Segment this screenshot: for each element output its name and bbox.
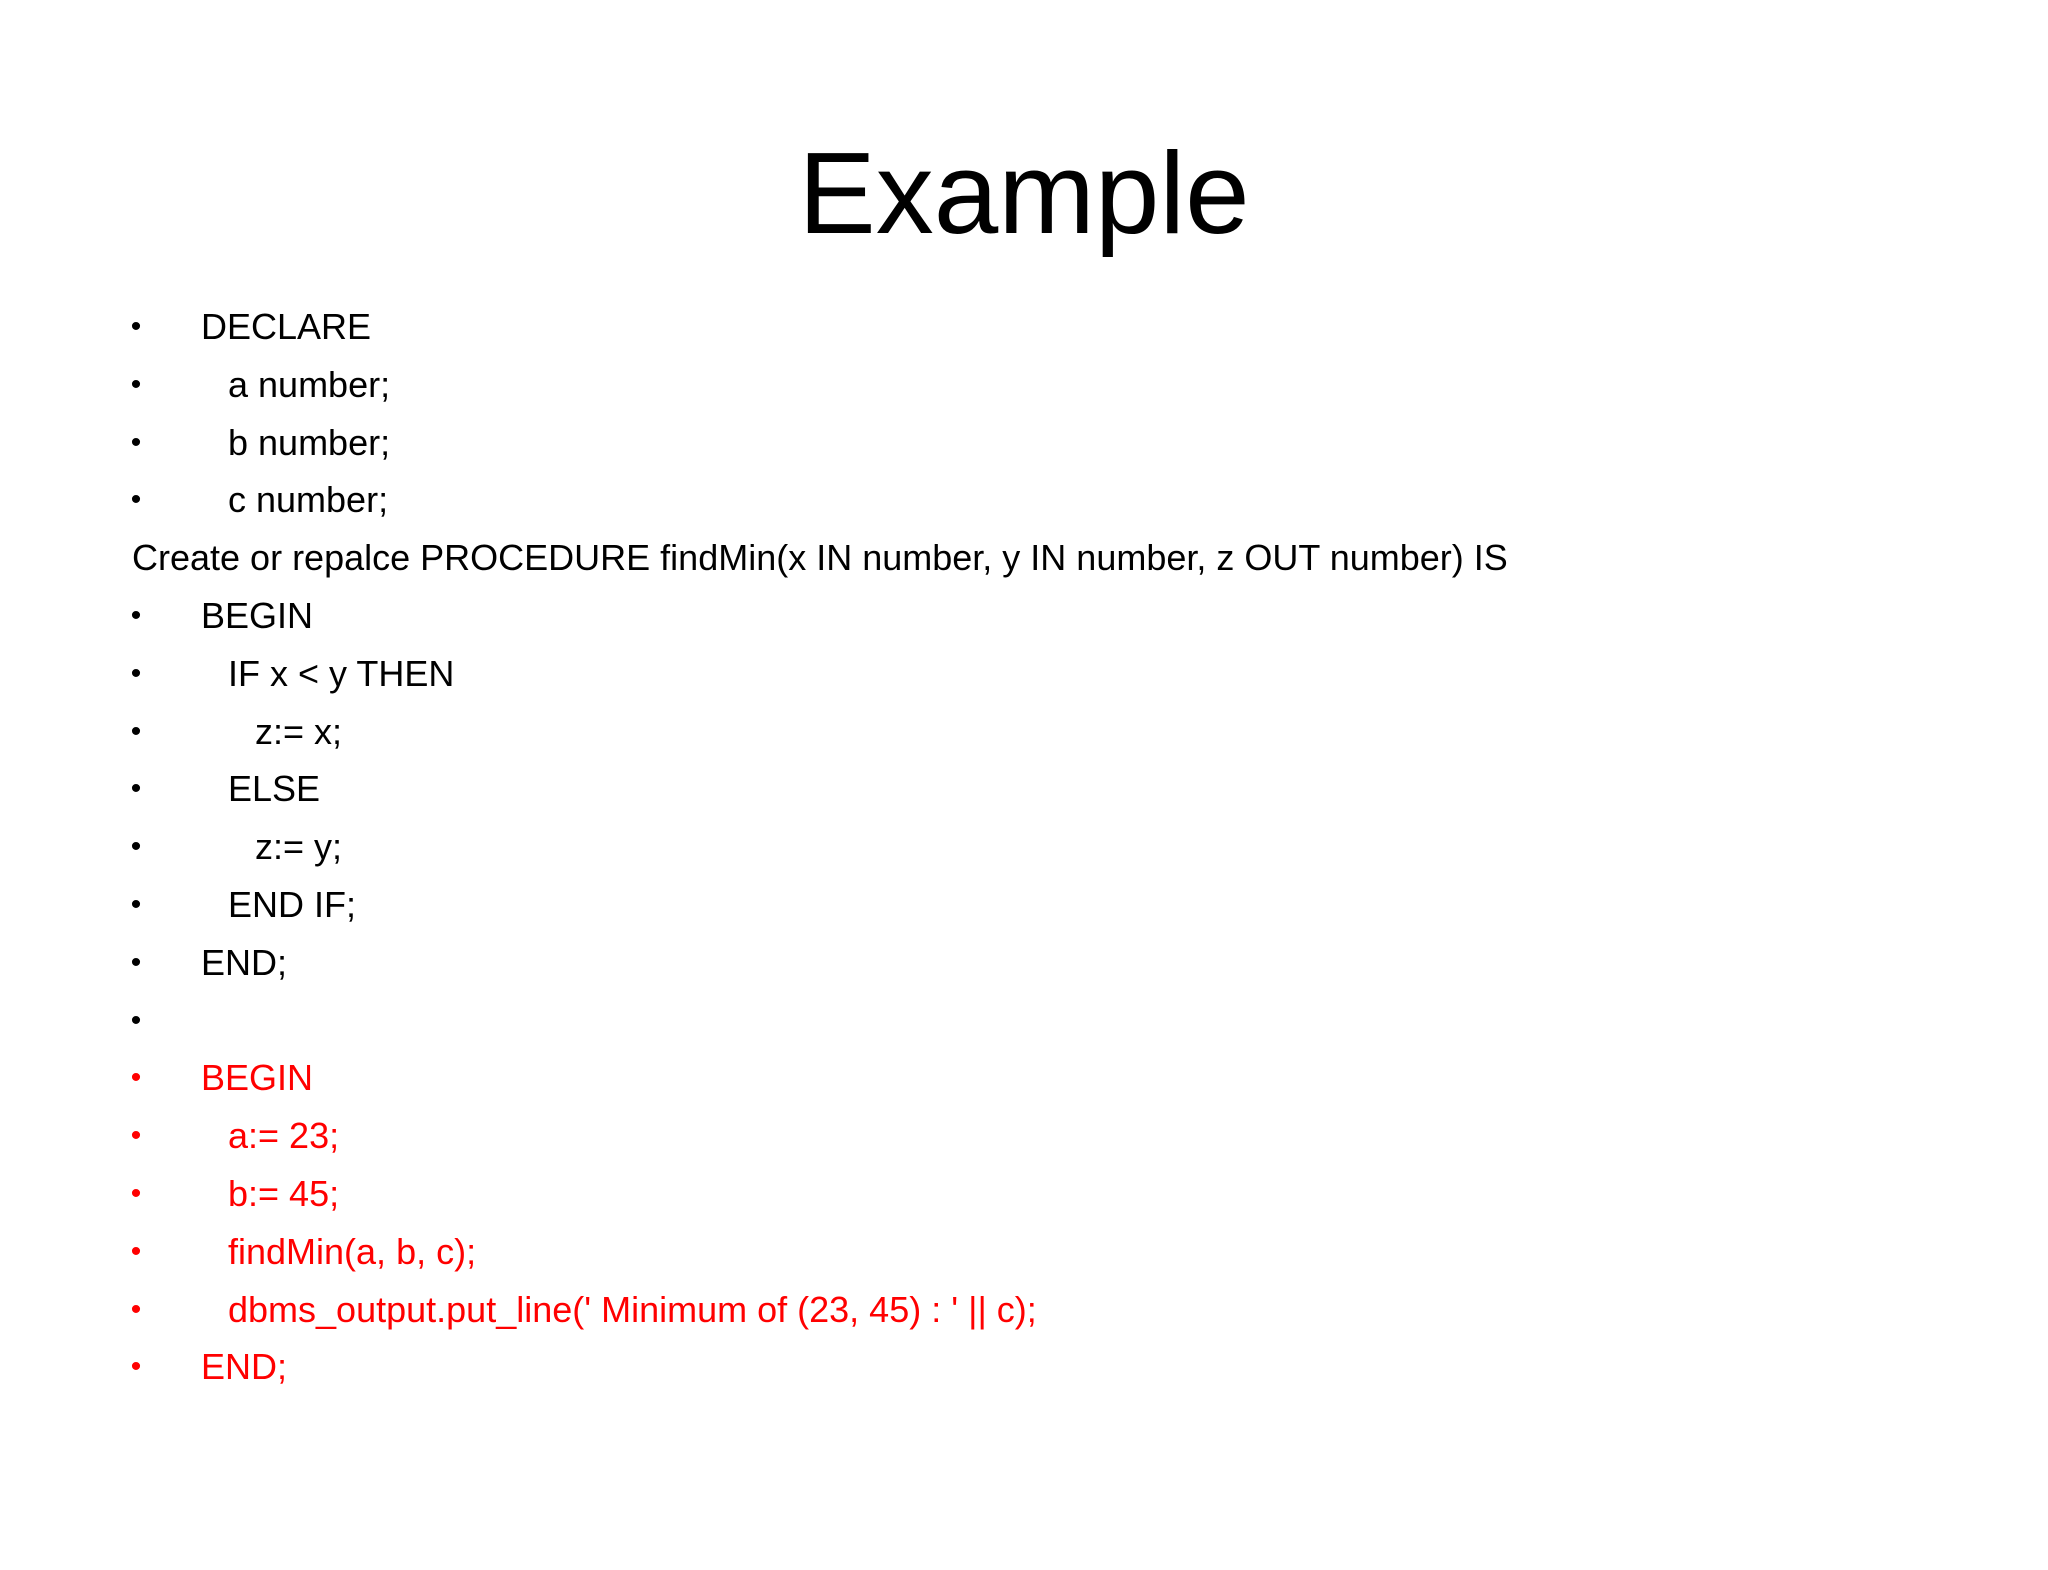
code-line-text: BEGIN — [201, 594, 314, 636]
code-line-text: b:= 45; — [228, 1172, 340, 1214]
code-line — [120, 298, 1980, 356]
bullet-icon: • — [130, 656, 142, 690]
bullet-icon: • — [130, 772, 142, 806]
bullet-icon: • — [130, 714, 142, 748]
code-line-text: z:= y; — [255, 826, 343, 868]
code-line-text: a number; — [228, 363, 391, 405]
code-line-highlighted — [120, 1223, 1980, 1281]
code-line — [120, 471, 1980, 529]
code-line-text: dbms_output.put_line(' Minimum of (23, 45) : ' || c); — [228, 1288, 1037, 1330]
code-line — [120, 760, 1980, 818]
bullet-icon: • — [130, 1176, 142, 1210]
code-line-text: END IF; — [228, 883, 357, 925]
bullet-icon: • — [130, 1003, 142, 1037]
code-line-text: a:= 23; — [228, 1115, 340, 1157]
code-line-text: b number; — [228, 421, 391, 463]
code-line — [120, 587, 1980, 645]
code-line-text: Create or repalce PROCEDURE findMin(x IN number, y IN number, z OUT number) IS — [132, 537, 1508, 579]
code-line — [120, 645, 1980, 703]
bullet-icon: • — [130, 367, 142, 401]
code-line-text: BEGIN — [201, 1057, 314, 1099]
code-line-text: ELSE — [228, 768, 321, 810]
bullet-icon: • — [130, 310, 142, 343]
bullet-icon: • — [130, 1061, 142, 1095]
code-line-highlighted — [120, 1281, 1980, 1339]
bullet-icon: • — [130, 1350, 142, 1384]
code-line-empty — [120, 992, 1980, 1050]
code-line — [120, 876, 1980, 934]
code-line-text: findMin(a, b, c); — [228, 1230, 477, 1272]
code-line-text: END; — [201, 941, 288, 983]
code-line — [120, 818, 1980, 876]
code-line-text: c number; — [228, 479, 389, 521]
code-line-highlighted — [120, 1107, 1980, 1165]
code-line-text: z:= x; — [255, 710, 343, 752]
bullet-icon: • — [130, 1292, 142, 1326]
code-line-text: END; — [201, 1346, 288, 1388]
code-line-text: IF x < y THEN — [228, 652, 455, 694]
code-line — [120, 703, 1980, 761]
code-line-highlighted — [120, 1338, 1980, 1396]
code-line — [120, 356, 1980, 414]
slide-title: Example — [798, 128, 1250, 258]
code-line-highlighted — [120, 1049, 1980, 1107]
code-line — [120, 414, 1980, 472]
code-line-procedure-header — [120, 529, 1980, 587]
bullet-icon: • — [130, 887, 142, 921]
bullet-icon: • — [130, 483, 142, 517]
code-line-text: DECLARE — [201, 306, 372, 347]
bullet-icon: • — [130, 1119, 142, 1153]
code-line — [120, 934, 1980, 992]
code-line-highlighted — [120, 1165, 1980, 1223]
bullet-icon: • — [130, 830, 142, 864]
bullet-icon: • — [130, 1234, 142, 1268]
bullet-icon: • — [130, 598, 142, 632]
slide-body — [120, 298, 1980, 1396]
bullet-icon: • — [130, 945, 142, 979]
bullet-icon: • — [130, 425, 142, 459]
